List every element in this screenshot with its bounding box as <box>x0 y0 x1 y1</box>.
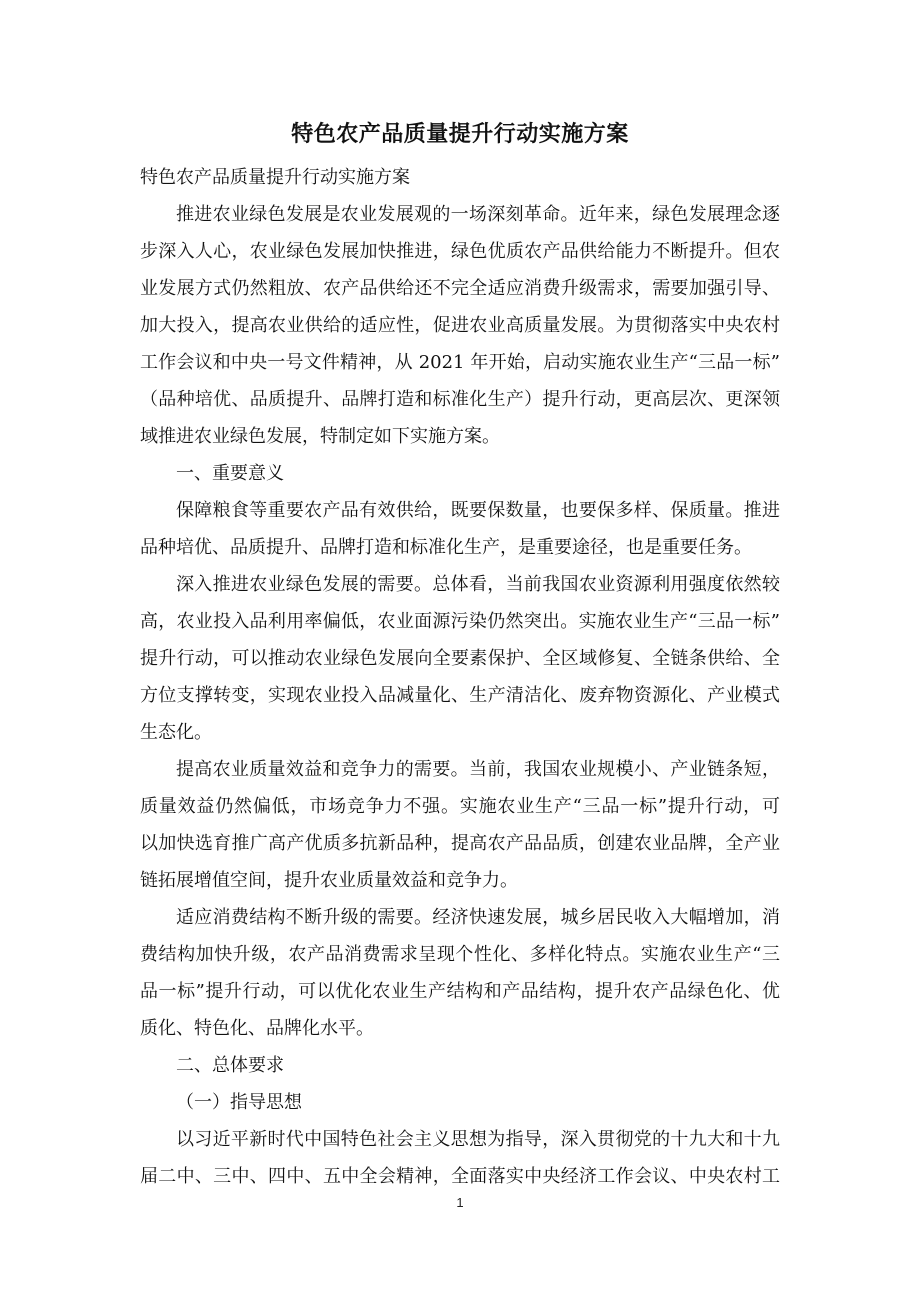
paragraph-line: 保障粮食等重要农产品有效供给，既要保数量，也要保多样、保质量。推进 <box>176 500 780 521</box>
paragraph-line: （品种培优、品质提升、品牌打造和标准化生产）提升行动，更高层次、更深领 <box>140 389 780 410</box>
paragraph-line: 届二中、三中、四中、五中全会精神，全面落实中央经济工作会议、中央农村工 <box>140 1166 780 1187</box>
paragraph-line: 方位支撑转变，实现农业投入品减量化、生产清洁化、废弃物资源化、产业模式 <box>140 685 780 706</box>
paragraph-line: 品一标”提升行动，可以优化农业生产结构和产品结构，提升农产品绿色化、优 <box>140 981 780 1002</box>
document-title: 特色农产品质量提升行动实施方案 <box>291 122 629 147</box>
paragraph-line: 生态化。 <box>140 722 212 743</box>
paragraph-line: 域推进农业绿色发展，特制定如下实施方案。 <box>140 426 500 447</box>
paragraph-line: 适应消费结构不断升级的需要。经济快速发展，城乡居民收入大幅增加，消 <box>176 907 780 928</box>
paragraph-line: 品种培优、品质提升、品牌打造和标准化生产，是重要途径，也是重要任务。 <box>140 537 752 558</box>
paragraph-line: 质化、特色化、品牌化水平。 <box>140 1018 374 1039</box>
paragraph-line: 业发展方式仍然粗放、农产品供给还不完全适应消费升级需求，需要加强引导、 <box>140 278 780 299</box>
paragraph-line: 深入推进农业绿色发展的需要。总体看，当前我国农业资源利用强度依然较 <box>176 574 780 595</box>
page-number: 1 <box>456 1195 464 1210</box>
paragraph-line: 提升行动，可以推动农业绿色发展向全要素保护、全区域修复、全链条供给、全 <box>140 648 780 669</box>
paragraph-line: 以习近平新时代中国特色社会主义思想为指导，深入贯彻党的十九大和十九 <box>176 1129 780 1150</box>
paragraph-line: 提高农业质量效益和竞争力的需要。当前，我国农业规模小、产业链条短， <box>176 759 780 780</box>
paragraph-line: 高，农业投入品利用率偏低，农业面源污染仍然突出。实施农业生产“三品一标” <box>140 611 780 632</box>
paragraph-line: 链拓展增值空间，提升农业质量效益和竞争力。 <box>140 870 518 891</box>
paragraph-line: 加大投入，提高农业供给的适应性，促进农业高质量发展。为贯彻落实中央农村 <box>140 315 780 336</box>
paragraph-line: 质量效益仍然偏低，市场竞争力不强。实施农业生产“三品一标”提升行动，可 <box>140 796 780 817</box>
paragraph-line: 工作会议和中央一号文件精神，从 2021 年开始，启动实施农业生产“三品一标” <box>140 352 780 373</box>
subsection-heading: （一）指导思想 <box>176 1092 302 1113</box>
paragraph-line: 推进农业绿色发展是农业发展观的一场深刻革命。近年来，绿色发展理念逐 <box>176 204 780 225</box>
paragraph-line: 费结构加快升级，农产品消费需求呈现个性化、多样化特点。实施农业生产“三 <box>140 944 780 965</box>
document-subtitle: 特色农产品质量提升行动实施方案 <box>140 167 410 188</box>
section-heading: 二、总体要求 <box>176 1055 284 1076</box>
paragraph-line: 以加快选育推广高产优质多抗新品种，提高农产品品质，创建农业品牌，全产业 <box>140 833 780 854</box>
section-heading: 一、重要意义 <box>176 463 284 484</box>
paragraph-line: 步深入人心，农业绿色发展加快推进，绿色优质农产品供给能力不断提升。但农 <box>140 241 780 262</box>
